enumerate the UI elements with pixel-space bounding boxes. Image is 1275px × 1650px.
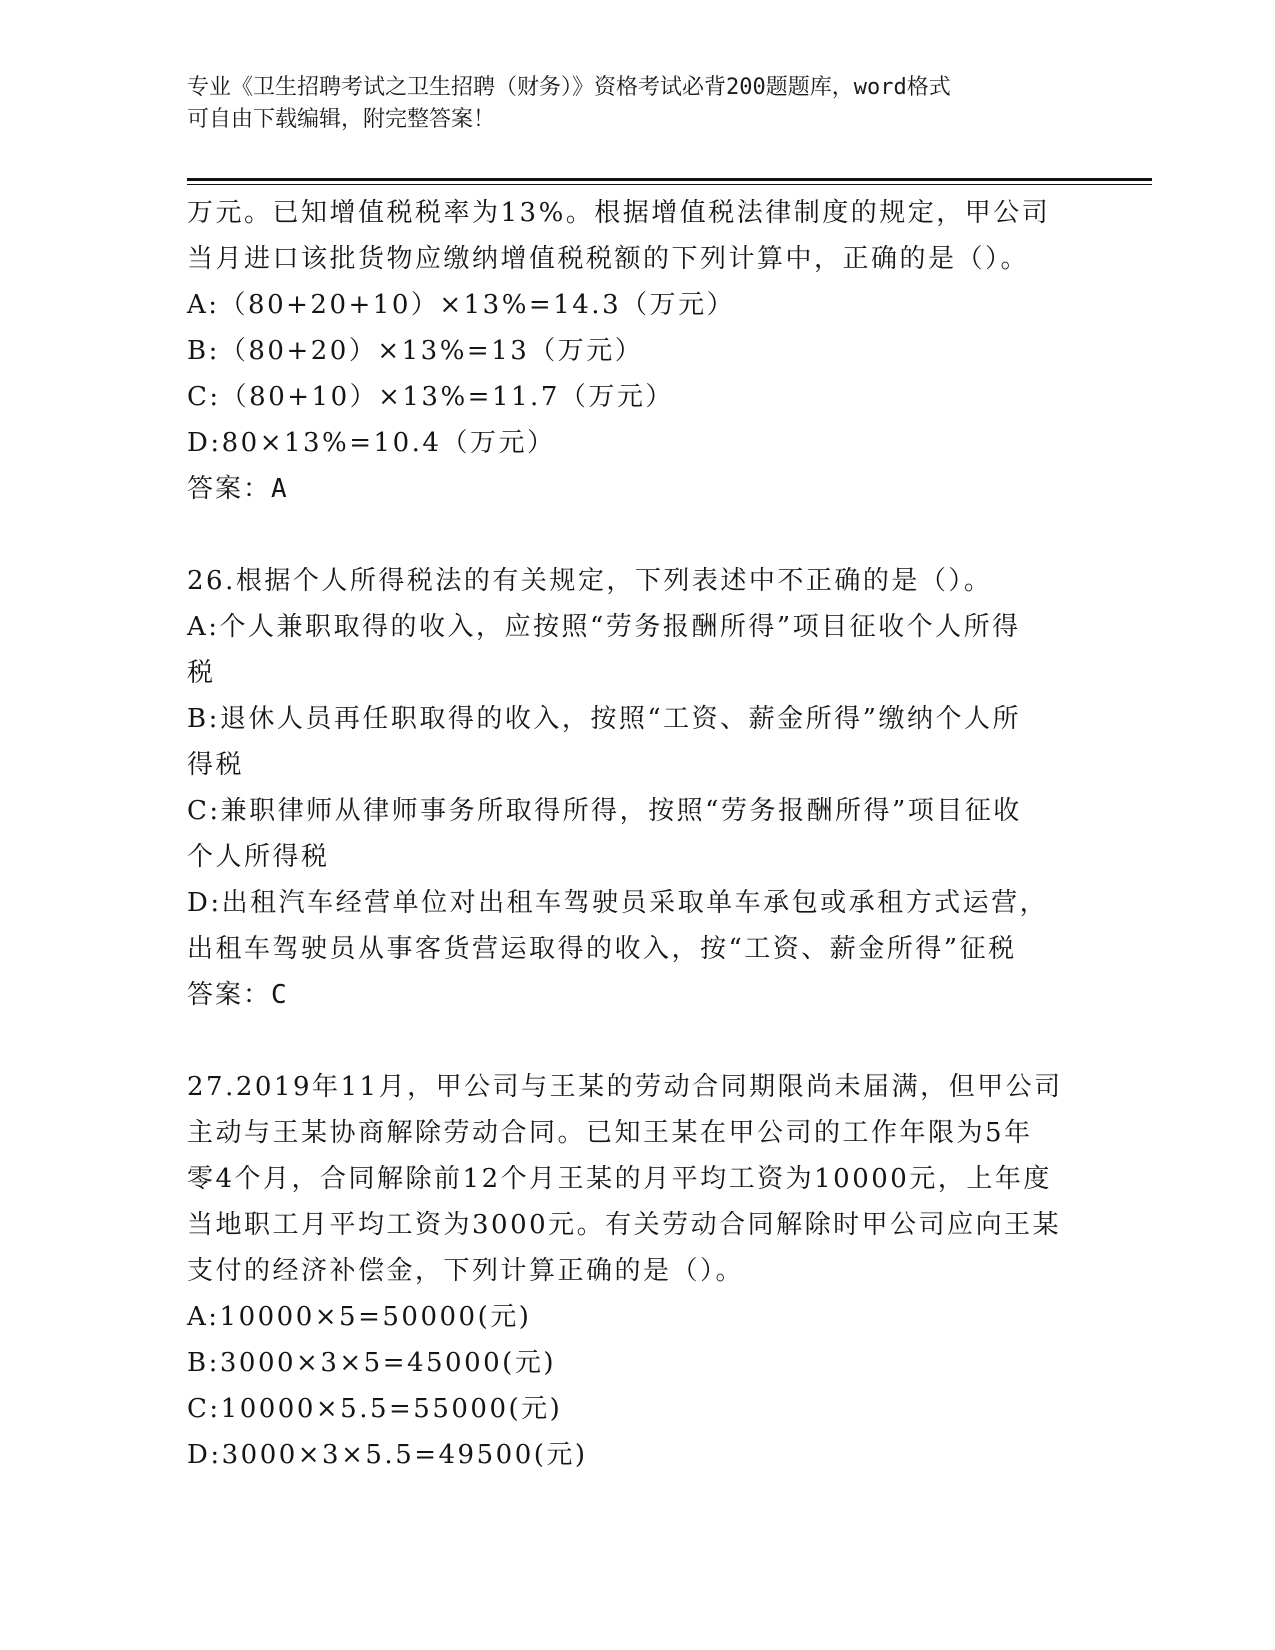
- question-stem-line: 主动与王某协商解除劳动合同。已知王某在甲公司的工作年限为5年: [187, 1118, 1033, 1148]
- spacer: [187, 512, 1087, 558]
- option-a-continued: 税: [187, 658, 216, 688]
- question-stem-line: 零4个月，合同解除前12个月王某的月平均工资为10000元，上年度: [187, 1164, 1052, 1194]
- answer-line: 答案：C: [187, 980, 289, 1010]
- option-b: B:（80+20）×13%=13（万元）: [187, 336, 644, 366]
- answer-line: 答案：A: [187, 474, 289, 504]
- option-c-continued: 个人所得税: [187, 842, 330, 872]
- option-c: C:10000×5.5=55000(元): [187, 1394, 563, 1424]
- option-d-continued: 出租车驾驶员从事客货营运取得的收入，按“工资、薪金所得”征税: [187, 934, 1017, 964]
- question-25: [187, 190, 1087, 512]
- header-title-line-2: 可自由下载编辑，附完整答案！: [187, 107, 496, 132]
- option-d: D:出租汽车经营单位对出租车驾驶员采取单车承包或承租方式运营，: [187, 888, 1049, 918]
- header-divider-thick: [187, 178, 1152, 181]
- option-a: A:个人兼职取得的收入，应按照“劳务报酬所得”项目征收个人所得: [187, 612, 1021, 642]
- option-b-continued: 得税: [187, 750, 245, 780]
- question-stem-line: 万元。已知增值税税率为13%。根据增值税法律制度的规定，甲公司: [187, 198, 1051, 228]
- option-c: C:（80+10）×13%=11.7（万元）: [187, 382, 674, 412]
- document-body: [187, 190, 1087, 1478]
- option-d: D:3000×3×5.5=49500(元): [187, 1440, 588, 1470]
- option-a: A:10000×5=50000(元): [187, 1302, 532, 1332]
- option-b: B:退休人员再任职取得的收入，按照“工资、薪金所得”缴纳个人所: [187, 704, 1021, 734]
- header-divider-thin: [187, 184, 1152, 185]
- option-a: A:（80+20+10）×13%=14.3（万元）: [187, 290, 736, 320]
- question-26: [187, 558, 1087, 1018]
- option-b: B:3000×3×5=45000(元): [187, 1348, 556, 1378]
- question-stem-line: 26.根据个人所得税法的有关规定，下列表述中不正确的是（）。: [187, 566, 993, 596]
- document-header: [187, 72, 1067, 136]
- question-stem-line: 当地职工月平均工资为3000元。有关劳动合同解除时甲公司应向王某: [187, 1210, 1062, 1240]
- question-stem-line: 当月进口该批货物应缴纳增值税税额的下列计算中，正确的是（）。: [187, 244, 1030, 274]
- question-27: [187, 1064, 1087, 1478]
- question-stem-line: 27.2019年11月，甲公司与王某的劳动合同期限尚未届满，但甲公司: [187, 1072, 1063, 1102]
- option-d: D:80×13%=10.4（万元）: [187, 428, 556, 458]
- header-title-line-1: 专业《卫生招聘考试之卫生招聘（财务）》资格考试必背200题题库，word格式: [187, 75, 951, 100]
- option-c: C:兼职律师从律师事务所取得所得，按照“劳务报酬所得”项目征收: [187, 796, 1022, 826]
- spacer: [187, 1018, 1087, 1064]
- question-stem-line: 支付的经济补偿金，下列计算正确的是（）。: [187, 1256, 745, 1286]
